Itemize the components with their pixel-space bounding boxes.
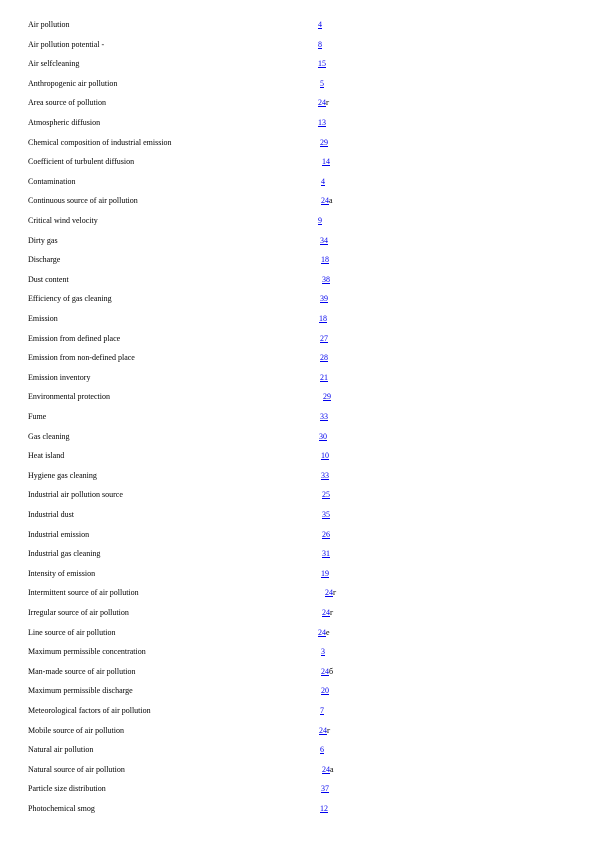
reference-link[interactable]: 24	[318, 627, 326, 637]
index-reference	[322, 490, 330, 500]
index-reference	[322, 549, 330, 559]
index-term: Dirty gas	[28, 235, 58, 245]
index-reference	[322, 157, 330, 167]
reference-link[interactable]: 33	[321, 470, 329, 480]
index-reference	[321, 667, 333, 677]
index-term: Industrial dust	[28, 510, 74, 519]
reference-link[interactable]: 9	[318, 216, 322, 225]
index-reference	[321, 784, 329, 794]
index-reference	[323, 392, 331, 402]
index-entry	[0, 353, 595, 367]
index-term: Atmospheric diffusion	[28, 118, 101, 127]
index-entry	[0, 334, 595, 348]
reference-link[interactable]: 15	[318, 59, 326, 69]
reference-link[interactable]: 35	[322, 510, 330, 519]
index-reference	[318, 628, 330, 638]
reference-link[interactable]: 14	[322, 157, 330, 167]
index-entry	[0, 40, 595, 54]
index-entry	[0, 59, 595, 73]
index-reference	[320, 236, 328, 246]
index-term: Environmental protection	[28, 392, 110, 402]
index-term: Gas cleaning	[28, 431, 70, 441]
index-entry	[0, 392, 595, 406]
reference-link[interactable]: 6	[320, 745, 324, 755]
reference-link[interactable]: 19	[321, 568, 329, 578]
index-term: Coefficient of turbulent diffusion	[28, 157, 135, 167]
index-entry	[0, 530, 595, 544]
reference-link[interactable]: 3	[321, 647, 325, 657]
index-reference	[318, 98, 329, 108]
reference-suffix: г	[330, 608, 334, 617]
index-entry	[0, 686, 595, 700]
index-reference	[320, 745, 324, 755]
index-entry	[0, 628, 595, 642]
index-term: Contamination	[28, 176, 76, 186]
index-reference	[320, 79, 324, 89]
index-entry	[0, 490, 595, 504]
index-term: Hygiene gas cleaning	[28, 470, 97, 480]
index-reference	[322, 510, 330, 520]
index-reference	[318, 216, 322, 226]
index-term: Natural air pollution	[28, 745, 94, 755]
reference-link[interactable]: 28	[320, 353, 328, 363]
reference-link[interactable]: 21	[320, 372, 328, 382]
index-term: Industrial air pollution source	[28, 490, 123, 500]
reference-suffix: e	[326, 627, 330, 637]
index-term: Fume	[28, 412, 47, 421]
reference-link[interactable]: 5	[320, 78, 324, 88]
reference-suffix: г	[333, 588, 337, 598]
reference-suffix: г	[326, 98, 330, 108]
index-reference	[319, 432, 327, 442]
index-term: Industrial emission	[28, 529, 90, 539]
index-reference	[320, 334, 328, 344]
reference-link[interactable]: 13	[318, 118, 326, 127]
index-term: Emission inventory	[28, 372, 91, 382]
index-entry	[0, 451, 595, 465]
index-reference	[318, 40, 322, 50]
reference-link[interactable]: 34	[320, 235, 328, 245]
index-reference	[322, 765, 334, 775]
index-entry	[0, 412, 595, 426]
index-term: Natural source of air pollution	[28, 764, 125, 774]
index-reference	[321, 255, 329, 265]
index-reference	[320, 373, 328, 383]
index-reference	[321, 647, 325, 657]
index-entry	[0, 588, 595, 602]
index-entry	[0, 608, 595, 622]
index-term: Photochemical smog	[28, 804, 95, 813]
index-entry	[0, 745, 595, 759]
index-term: Area source of pollution	[28, 98, 106, 108]
reference-link[interactable]: 24	[322, 764, 330, 774]
reference-link[interactable]: 39	[320, 294, 328, 304]
index-entry	[0, 98, 595, 112]
reference-link[interactable]: 24	[322, 608, 330, 617]
index-reference	[318, 59, 326, 69]
reference-link[interactable]: 26	[322, 529, 330, 539]
reference-link[interactable]: 24	[318, 98, 326, 108]
index-entry	[0, 255, 595, 269]
reference-link[interactable]: 24	[319, 725, 327, 735]
reference-suffix: б	[329, 666, 334, 676]
reference-link[interactable]: 38	[322, 274, 330, 284]
index-reference	[321, 686, 329, 696]
index-reference	[318, 20, 322, 30]
reference-link[interactable]: 33	[320, 412, 328, 421]
index-term: Intermittent source of air pollution	[28, 588, 139, 598]
index-entry	[0, 275, 595, 289]
index-entry	[0, 726, 595, 740]
reference-link[interactable]: 20	[321, 686, 329, 696]
index-entry	[0, 20, 595, 34]
reference-link[interactable]: 7	[320, 706, 324, 715]
index-term: Air pollution	[28, 20, 70, 29]
reference-suffix: a	[330, 764, 334, 774]
index-entry	[0, 177, 595, 191]
index-reference	[318, 118, 326, 128]
index-term: Industrial gas cleaning	[28, 549, 101, 559]
reference-link[interactable]: 10	[321, 451, 329, 461]
reference-link[interactable]: 4	[321, 176, 325, 186]
index-entry	[0, 510, 595, 524]
index-term: Anthropogenic air pollution	[28, 78, 118, 88]
index-term: Emission	[28, 314, 58, 323]
reference-link[interactable]: 24	[325, 588, 333, 598]
reference-link[interactable]: 27	[320, 333, 328, 343]
reference-link[interactable]: 18	[321, 255, 329, 265]
reference-link[interactable]: 31	[322, 549, 330, 559]
index-reference	[320, 412, 328, 422]
index-entry	[0, 647, 595, 661]
index-term: Air selfcleaning	[28, 59, 80, 69]
index-entry	[0, 236, 595, 250]
index-entry	[0, 373, 595, 387]
index-entry	[0, 157, 595, 171]
index-reference	[321, 196, 333, 206]
index-entry	[0, 216, 595, 230]
reference-link[interactable]: 37	[321, 784, 329, 794]
index-reference	[320, 353, 328, 363]
index-entry	[0, 804, 595, 818]
index-entry	[0, 549, 595, 563]
index-term: Emission from defined place	[28, 333, 121, 343]
index-entry	[0, 196, 595, 210]
reference-link[interactable]: 12	[320, 804, 328, 813]
index-term: Line source of air pollution	[28, 627, 116, 637]
index-term: Discharge	[28, 255, 61, 265]
index-entry	[0, 569, 595, 583]
reference-link[interactable]: 30	[319, 431, 327, 441]
index-reference	[321, 177, 325, 187]
index-term: Maximum permissible concentration	[28, 647, 146, 657]
index-reference	[321, 451, 329, 461]
index-reference	[320, 706, 324, 716]
index-term: Continuous source of air pollution	[28, 196, 138, 206]
index-reference	[322, 530, 330, 540]
reference-link[interactable]: 29	[320, 137, 328, 147]
index-reference	[322, 608, 333, 618]
index-term: Critical wind velocity	[28, 216, 98, 225]
index-entry	[0, 765, 595, 779]
index-entry	[0, 294, 595, 308]
index-entry	[0, 138, 595, 152]
index-term: Irregular source of air pollution	[28, 608, 129, 617]
index-term: Efficiency of gas cleaning	[28, 294, 112, 304]
index-term: Dust content	[28, 274, 69, 284]
reference-link[interactable]: 4	[318, 20, 322, 29]
index-reference	[321, 471, 329, 481]
index-entry	[0, 471, 595, 485]
index-reference	[320, 138, 328, 148]
reference-link[interactable]: 8	[318, 39, 322, 49]
index-term: Air pollution potential -	[28, 39, 105, 49]
reference-suffix: г	[327, 725, 331, 735]
index-reference	[319, 314, 327, 324]
index-entry	[0, 784, 595, 798]
index-term: Man-made source of air pollution	[28, 666, 136, 676]
index-term: Meteorological factors of air pollution	[28, 706, 151, 715]
index-entry	[0, 432, 595, 446]
index-entry	[0, 706, 595, 720]
index-term: Emission from non-defined place	[28, 353, 135, 363]
reference-suffix: a	[329, 196, 333, 206]
reference-link[interactable]: 18	[319, 314, 327, 323]
index-term: Particle size distribution	[28, 784, 106, 794]
index-reference	[321, 569, 329, 579]
reference-link[interactable]: 24	[321, 196, 329, 206]
index-reference	[320, 294, 328, 304]
index-reference	[320, 804, 328, 814]
index-term: Chemical composition of industrial emission	[28, 137, 172, 147]
index-entry	[0, 667, 595, 681]
reference-link[interactable]: 24	[321, 666, 329, 676]
index-term: Maximum permissible discharge	[28, 686, 133, 696]
index-entry	[0, 314, 595, 328]
index-entry	[0, 118, 595, 132]
index-reference	[325, 588, 336, 598]
reference-link[interactable]: 25	[322, 490, 330, 500]
index-reference	[319, 726, 330, 736]
index-term: Intensity of emission	[28, 568, 96, 578]
index-entry	[0, 79, 595, 93]
index-reference	[322, 275, 330, 285]
index-term: Mobile source of air pollution	[28, 725, 124, 735]
reference-link[interactable]: 29	[323, 392, 331, 402]
index-term: Heat island	[28, 451, 65, 461]
